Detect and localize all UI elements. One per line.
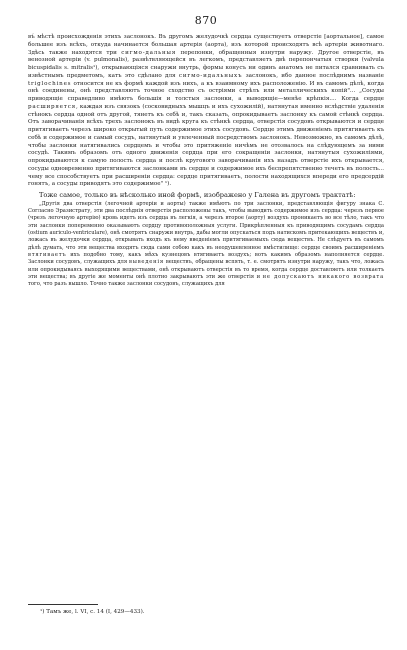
emphasized-text: сигмо-дальныя (121, 49, 177, 56)
document-page (28, 14, 384, 289)
emphasized-text: сигмо-идальныхъ (178, 72, 243, 79)
footnote: ¹) Тамъ же, l. VI, c. 14 (I, 429—433). (40, 609, 145, 615)
text-run: относится не къ формѣ каждой изъ нихъ, а къ взаимному ихъ расположенію. И въ самомъ дѣлѣ, когда онѣ соединены, онѣ представляютъ точное сходство съ остріями стрѣлъ или металлическихъ копій"... „Сосуды приводящіе справедливо имѣютъ большія и толстыя заслонки, а выводящіе—менѣе крѣпкія.... Когда сердце (28, 80, 384, 102)
text-run: того, что разъ вышло. Точно также заслонки сосудовъ, служащихъ для (28, 281, 225, 288)
body-paragraph-1 (28, 34, 384, 189)
emphasized-text: не допускаютъ никакого возврата (262, 274, 384, 281)
text-run: , каждая изъ связокъ (сосковидныхъ мышцъ и ихъ сухожилій), натянутая именно вслѣдствіе удаленія стѣнокъ сердца одной отъ другой, тянетъ къ себѣ и, такъ сказать, опрокидываетъ заслонку къ самой стѣнкѣ сердца. Отъ заворачиванія всѣхъ трехъ заслонокъ въ видѣ круга къ стѣнкѣ сердца, отверстія сосудовъ открываются и сердце притягиваетъ черезъ широко открытый путь содержимое этихъ сосудовъ. Сердце этимъ движеніемъ притягиваетъ къ себѣ и содержимое и самый сосудъ, натянутый и увлеченный посредствомъ заслонокъ. Невозможно, въ самомъ дѣлѣ, чтобы заслонки натягивались сердцемъ и чтобы это притяженіе ничѣмъ не отозвалось на слѣдующемъ за ними сосудѣ. Такимъ образомъ отъ одного движенія сердца при его сокращеніи заслонки, натянутыя сухожиліями, опрокидываются к самую полость сердца и послѣ кругового заворачиванія ихъ назадъ отверстіе ихъ открывается, сосуды одновременно притягиваются заслонками въ сердце и содержимое ихъ беспрепятственно течетъ въ полость... чему все способствуетъ при расширеніи сердца: сердце притягиваетъ, полости находящихся впереди его предсердій гонятъ, а сосуды приводятъ это содержимое" ¹). (28, 103, 384, 188)
quoted-paragraph (28, 201, 384, 289)
footnote-divider (28, 604, 98, 605)
emphasized-text: triglochines (28, 80, 72, 87)
transition-sentence: Тоже самое, только въ нѣсколько иной формѣ, изображено у Галена въ другомъ трактатѣ: (39, 191, 356, 199)
emphasized-text: выведенія (129, 259, 164, 266)
text-run: перепонки, обращенныя изнутри наружу. Другое отверстіе, въ венозной артеріи (v. pulmonalis), развѣтвляющейся въ легкомъ, представляетъ двѣ перепончатыя створки (valvula bicuspidalis s. mitralis¹), открывающіяся снаружи внутрь, формы конусъ ни одинъ анатомъ не питался сравнивать съ извѣстнымъ предметомъ, катъ это сдѣлано для (28, 49, 385, 79)
text-run: „Другія два отверстія (легочной артеріи и аорты) также имѣютъ по три заслонки, представляющія фигуру знака С. Согласно Эразистрату, эти два послѣднія отверстія расположены такъ, чтобы выводить содержимое изъ сердца: черезъ первое (чрезъ легочную артерію) кровь идетъ изъ сердца въ легкія, а черезъ второе (аорту) воздухъ проникаетъ во все тѣло, такъ что эти заслонки попеременно оказываютъ сердцу противоположныя услуги. Прикрѣпленныя къ приводящимъ сосудамъ сердца (ostium auriculo-ventriculare), онѣ смотрятъ снаружи внутрь, дабы могли опускаться подъ натискомъ притекающихъ веществъ и, ложась въ желудочки сердца, открывать входъ къ нему введеніемъ притягиваемыхъ сюда веществъ. Не слѣдуетъ въ самомъ дѣлѣ думать, что эти вещества входятъ сюда сами собою какъ въ неодушевленное вмѣстилище: сердце своимъ расширеніемъ (28, 200, 384, 251)
text-run: заслонокъ, ибо данное послѣднимъ названіе (242, 72, 384, 79)
page-number: 870 (194, 14, 218, 27)
emphasized-text: расширяется (28, 103, 76, 110)
text-run: въ́ мѣстѣ происхожденія этихъ заслонокъ. Въ другомъ желудочкѣ сердца существуетъ отверстіе [аортальное], самое большее изъ всѣхъ, откуда начинается большая артерія (аорта), изъ которой происходятъ всѣ артеріи животнаго. Здѣсь также находятся три (28, 34, 384, 56)
text-run: веществъ, обращены вспять, т. е. смотрятъ изнутри наружу, такъ что, ложась или опрокидываясь выходящими веществами, онѣ открываютъ отверстія въ то время, когда сердце доставляетъ или толкаетъ эти вещества; въ другіе же моменты онѣ плотно закрываютъ эти же отверстія и (28, 259, 384, 281)
text-run: ихъ подобно тому, какъ мѣхъ кузнецовъ втягиваетъ воздухъ; вотъ какимъ образомъ наполняется сердце. Заслонки сосудовъ, служащихъ для (28, 252, 384, 266)
emphasized-text: втягиваетъ (28, 252, 67, 258)
